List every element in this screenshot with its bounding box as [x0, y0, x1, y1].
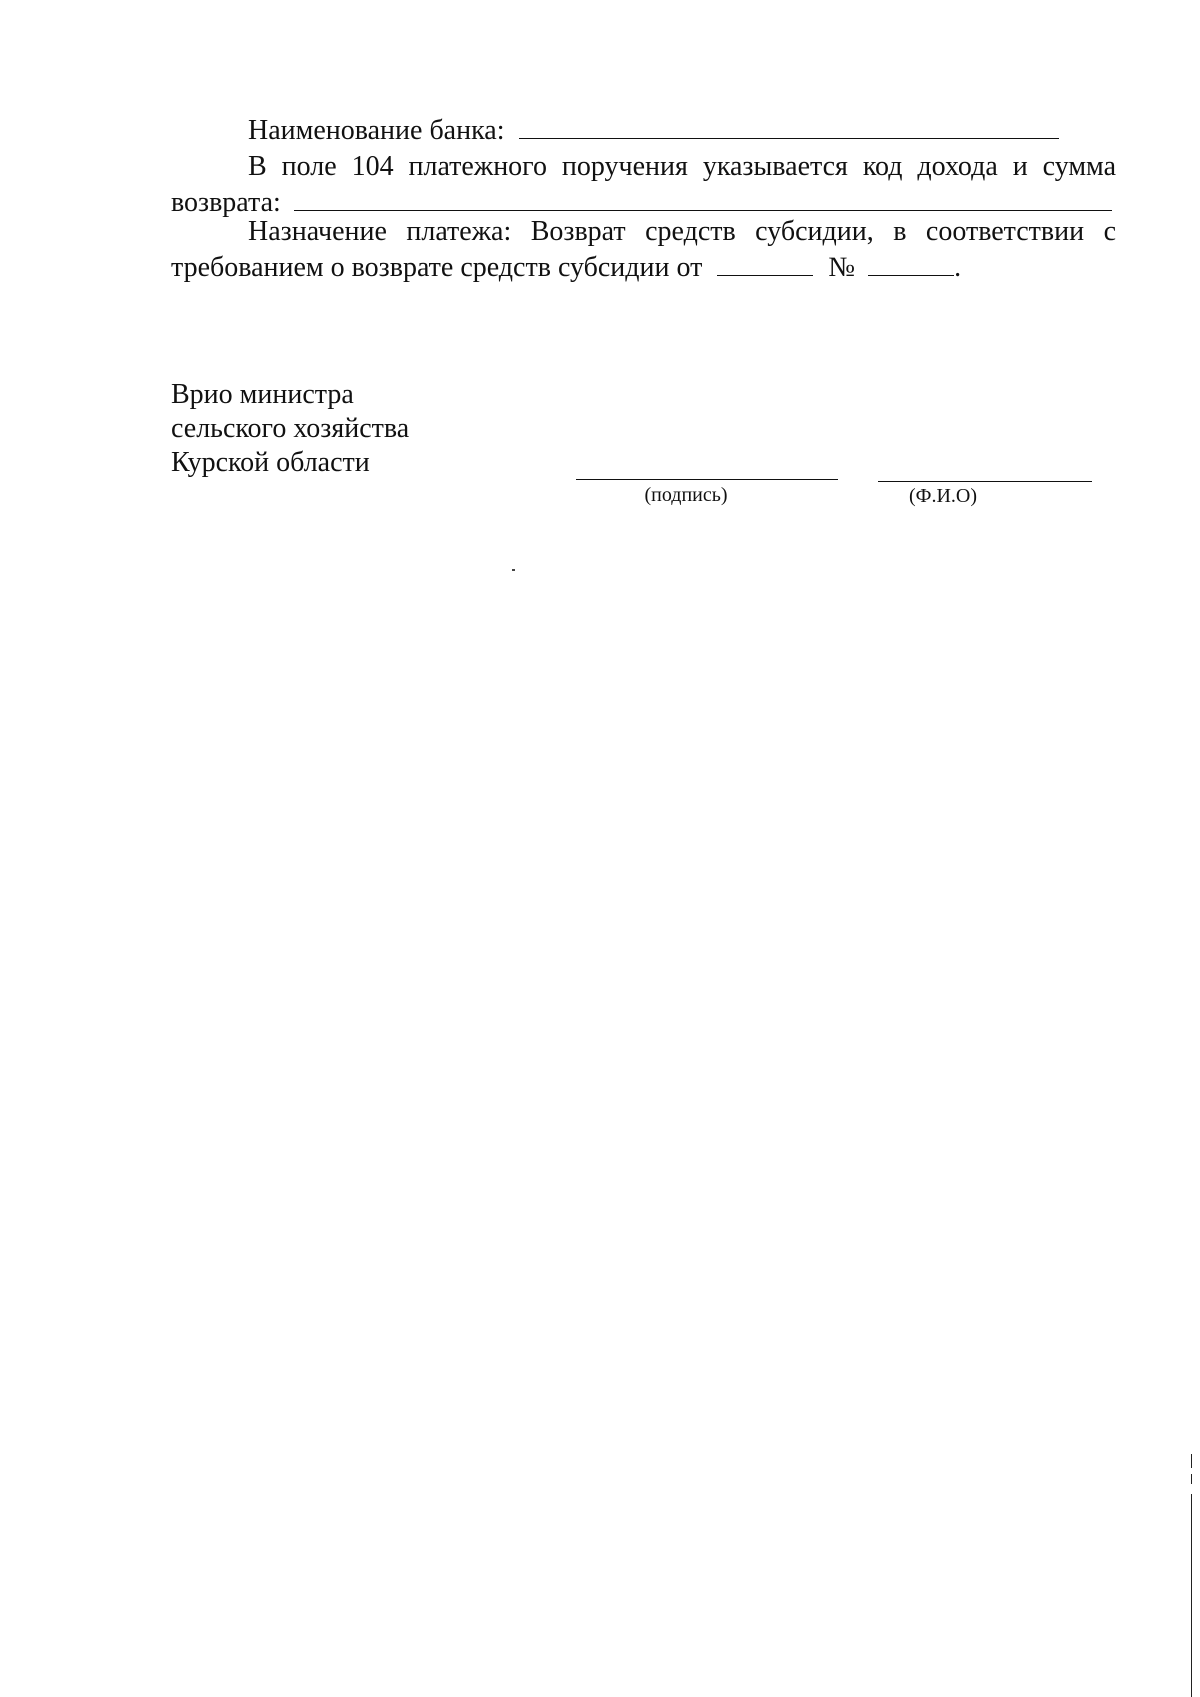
signature-caption: (подпись) — [644, 484, 728, 506]
signatory-position-line-3: Курской области — [171, 447, 370, 478]
field-104-paragraph — [171, 150, 1116, 220]
signatory-position-line-1: Врио министра — [171, 379, 354, 410]
field-104-text-cont: возврата: — [171, 187, 281, 218]
full-name-caption: (Ф.И.О) — [908, 485, 977, 507]
number-sign: № — [828, 252, 856, 283]
bank-name-line — [171, 112, 1116, 148]
signature-line[interactable] — [576, 479, 838, 480]
bank-name-blank[interactable] — [519, 112, 1059, 139]
scan-artifact-dot — [512, 569, 515, 571]
requirement-number-blank[interactable] — [868, 249, 954, 276]
full-name-line[interactable] — [878, 481, 1092, 482]
requirement-date-blank[interactable] — [717, 249, 813, 276]
signatory-position-line-2: сельского хозяйства — [171, 413, 410, 444]
scan-artifact-line — [1191, 1454, 1192, 1468]
sentence-period: . — [954, 252, 962, 283]
bank-name-label: Наименование банка: — [248, 115, 505, 146]
signatory-block — [171, 378, 409, 480]
scan-artifact-line — [1191, 1474, 1192, 1484]
scan-artifact-line — [1191, 1494, 1192, 1697]
payment-purpose-text: Назначение платежа: Возврат средств субсидии, в соответствии с — [248, 216, 1116, 247]
payment-purpose-paragraph — [171, 215, 1116, 285]
field-104-text: В поле 104 платежного поручения указывается код дохода и сумма — [248, 151, 1116, 182]
refund-code-amount-blank[interactable] — [294, 184, 1112, 211]
payment-purpose-text-cont: требованием о возврате средств субсидии от — [171, 252, 703, 283]
